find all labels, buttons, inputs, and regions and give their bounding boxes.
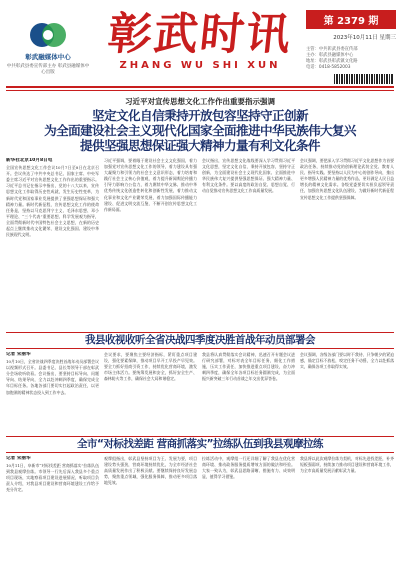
lead-column-1 [6, 158, 99, 328]
lead-paragraph: 习近平强调，要着眼于建设社会主义文化强国，着力加强党对宣传思想文化工作的领导，着力建设具有强大凝聚力和引领力的社会主义意识形态，着力培育和践行社会主义核心价值观，着力提升新闻舆论传播力引导力影响力公信力，着力赓续中华文脉、推动中华优秀传统文化创造性转化和创新性发展，着力推动文化事业和文化产业繁荣发展，着力加强国际传播能力建设、促进文明交流互鉴，不断开创宣传思想文化工作新局面。 [104, 158, 197, 212]
article2-paragraph: 会议强调，各级各部门要以时不我待、只争朝夕的紧迫感，锚定目标不放松，咬定任务不动摇，全力以赴抓落实，确保各项工作取得实效。 [300, 352, 394, 370]
article2-byline: 记者 宋丽华 [6, 352, 31, 357]
lead-headline-line-1: 坚定文化自信秉持开放包容坚持守正创新 [92, 108, 308, 123]
article2-column-3 [202, 352, 295, 432]
article3-column-1 [6, 456, 99, 562]
issue-meta [306, 47, 396, 71]
article3-column-4 [300, 456, 394, 562]
article2-column-2 [104, 352, 197, 432]
article3-paragraph: 观摩组指出，彰武县坚持项目为王、发展为要，项目建设势头强劲，营商环境持续优化，为全市经济社会高质量发展作出了积极贡献。要继续保持良好发展态势，聚焦重点领域，强化服务保障，推动更多项目落地见效。 [104, 456, 197, 486]
lead-kicker: 习近平对宣传思想文化工作作出重要指示强调 [125, 97, 275, 106]
article2-paragraph: 我县将认真贯彻落实会议精神，迅速召开专题会议进行研究部署，对标对表全年目标任务，细化工作措施，压实工作责任，加快推进重点项目建设，奋力冲刺四季度，确保全年各项目标任务圆满完成，为全面振兴新突破三年行动首战之年交出优异答卷。 [202, 352, 295, 382]
lead-paragraph: 会议指出，宣传思想文化战线要深入学习贯彻习近平文化思想，坚定文化自信，秉持开放包容，坚持守正创新，为全面建设社会主义现代化国家、全面推进中华民族伟大复兴提供坚强思想保证、强大精神力量、有利文化条件。要以高度的政治自觉、思想自觉、行动自觉推动宣传思想文化工作高质量发展。 [202, 158, 295, 194]
lead-column-2 [104, 158, 197, 328]
newspaper-title: 彰武时讯 [105, 9, 295, 60]
article2-paragraph: 会议要求，要聚焦主要经济指标，紧盯重点项目建设，强化要素保障，推动项目早开工早投产早见效。要全力抓好招商引资工作，持续优化营商环境，激发市场主体活力。要统筹发展和安全，抓好安全生产、森林防火等工作，确保社会大局和谐稳定。 [104, 352, 197, 382]
article2-paragraph: 10月10日，全省决战四季度决胜首战年动员部署会议以视频形式召开。县委书记、县长等领导干部在彰武分会场收听收看。会议指出，要坚持目标导向、问题导向、结果导向，全力以赴冲刺四季度，确保完成全年目标任务。各地各部门要切实扛起政治责任，以更加饱满的精神状态投入到工作中去。 [6, 359, 99, 395]
article3-byline: 记者 宋丽华 [6, 456, 31, 461]
article3-column-3 [202, 456, 295, 562]
issue-date: 2023年10月11日 星期三 [333, 35, 396, 41]
lead-paragraph: 全国宣传思想文化工作会议10月7日至8日在北京召开。会议传达了中共中央总书记、国家主席、中央军委主席习近平对宣传思想文化工作作出的重要指示。习近平总书记在指示中指出，党的十八大以来，宣传思想文化工作取得历史性成就，发生历史性变革，为新时代党和国家事业发展提供了坚强思想保证和强大精神力量。新时代新征程，宣传思想文化工作的使命任务是，坚持以马克思列宁主义、毛泽东思想、邓小平理论、“三个代表”重要思想、科学发展观为指导，全面贯彻新时代中国特色社会主义思想，在新的历史起点上继续推动文化繁荣、建设文化强国、建设中华民族现代文明。 [6, 165, 99, 238]
article2-headline: 我县收视收听全省决战四季度决胜首战年动员部署会 [6, 332, 394, 349]
masthead-rule-thin [6, 90, 394, 91]
media-center-logo-icon [28, 20, 68, 50]
logo-label: 彰武融媒体中心 [25, 53, 71, 61]
lead-byline: 新华社北京10月8日电 [6, 158, 53, 163]
lead-column-4 [300, 158, 394, 328]
article3-column-2 [104, 456, 197, 562]
article3-headline: 全市“对标找差距 营商抓落实”拉练队伍到我县观摩拉练 [6, 436, 394, 453]
meta-line: 主办：彰武县融媒体中心 [306, 53, 354, 58]
meta-line: 电话：0418-5852003 [306, 65, 351, 70]
article2-column-1 [6, 352, 99, 432]
logo-block [6, 14, 90, 86]
lead-column-3 [202, 158, 295, 328]
issue-block [306, 10, 396, 84]
article3-paragraph: 拉练活动中，观摩组一行还详细了解了我县在优化营商环境、推动政务服务提质增效方面的做法和经验。大家一致认为，彰武县思路清晰、措施有力、成效明显，值得学习借鉴。 [202, 456, 295, 480]
lead-headline-line-2: 为全面建设社会主义现代化国家全面推进中华民族伟大复兴 [44, 123, 356, 138]
article3-paragraph: 我县将以此次观摩拉练为契机，对标先进找差距，补齐短板强弱项，持续加力推动项目建设和营商环境工作，为全市高质量发展贡献彰武力量。 [300, 456, 394, 474]
meta-line: 地址：彰武县彰武镇文化路 [306, 59, 358, 64]
barcode-image [334, 74, 394, 84]
meta-line: 主管：中共彰武县委宣传部 [306, 47, 358, 52]
newspaper-title-pinyin: ZHANG WU SHI XUN [119, 60, 281, 71]
issue-number: 第 2379 期 [306, 10, 396, 29]
article3-paragraph: 10月11日，阜新市“对标找差距 营商抓落实”拉练队伍到我县观摩拉练。市领导一行先后深入我县多个重点项目现场，实地察看项目建设进展情况，听取项目负责人介绍，对我县项目建设和营商环境建设工作给予充分肯定。 [6, 463, 99, 493]
lead-headline-line-3: 提供坚强思想保证强大精神力量有利文化条件 [80, 138, 320, 153]
logo-note: 中共彰武县委宣传部主办 彰武县融媒体中心出版 [6, 64, 90, 75]
lead-paragraph: 会议强调，要把深入学习贯彻习近平文化思想作为首要政治任务，持续推动党的创新理论武装全党、教育人民、指导实践。要坚持以人民为中心的创作导向，推出更多增强人民精神力量的优秀作品，更好满足人民日益增长的精神文化需求。各级党委要切实担负起领导责任，加强宣传思想文化队伍建设，为做好新时代新征程宣传思想文化工作提供坚强保障。 [300, 158, 394, 200]
masthead-rule [6, 86, 394, 88]
masthead-title-block [92, 8, 308, 80]
article2-column-4 [300, 352, 394, 432]
